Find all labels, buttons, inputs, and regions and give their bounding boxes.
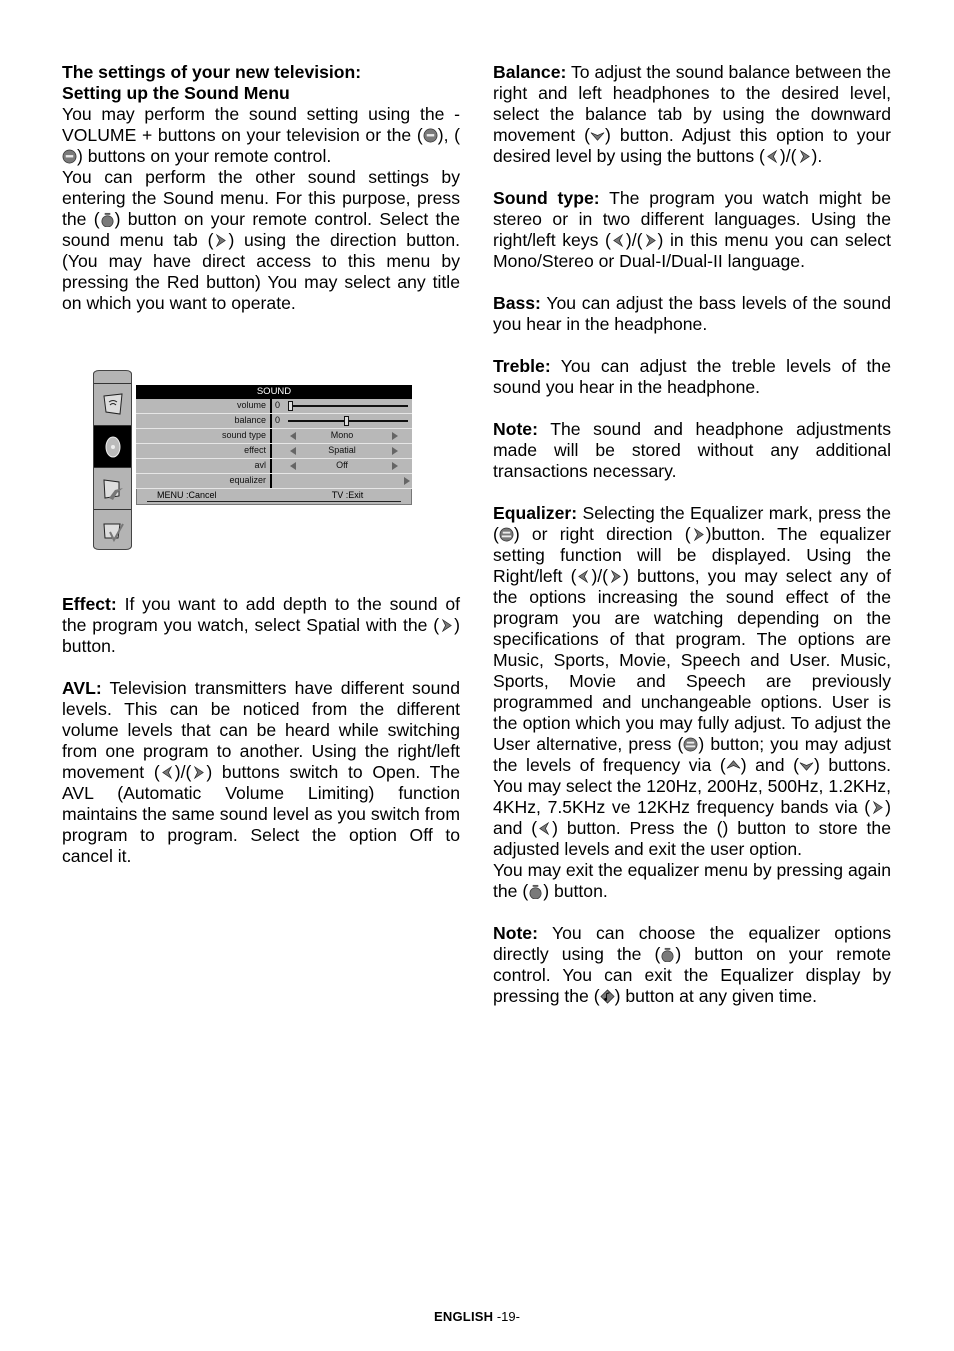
right-arrow-icon[interactable] — [392, 447, 398, 455]
bass-paragraph: Bass: You can adjust the bass levels of the sound you hear in the headphone. — [493, 293, 891, 334]
intro-paragraph-1: You may perform the sound setting using the - VOLUME + buttons on your television or the ( ), ( ) buttons on your remote control. — [62, 104, 460, 166]
up-arrow-button-icon — [726, 758, 741, 773]
left-column-lower — [62, 594, 460, 888]
menu-footer — [136, 489, 412, 505]
menu-button-icon — [660, 947, 675, 962]
left-arrow-button-icon — [765, 149, 780, 164]
right-column — [493, 62, 891, 1028]
page-footer — [0, 1309, 954, 1324]
right-arrow-icon[interactable] — [392, 432, 398, 440]
heading-settings: The settings of your new television: — [62, 62, 362, 82]
menu-row-balance[interactable]: balance 0 — [136, 414, 412, 429]
music-note-button-icon — [600, 989, 615, 1004]
features-tab-icon — [94, 509, 131, 550]
right-arrow-button-icon — [643, 233, 658, 248]
setup-tab-icon — [94, 467, 131, 510]
sound-type-paragraph: Sound type: The program you watch might be stereo or in two different languages. Using the right/left keys ( )/( ) in this menu you can select Mono/Stereo or Dual-I/Dual-II language. — [493, 188, 891, 271]
right-arrow-button-icon — [870, 800, 885, 815]
sound-menu-panel — [136, 385, 412, 505]
intro-paragraph-2: You can perform the other sound settings by entering the Sound menu. For this purpose, press the ( ) button on your remote control. Select the sound menu tab ( ) using the direction button. (You may have direct access to this menu by pressing the Red button) You may select any title on which you want to operate. — [62, 167, 461, 313]
volume-slider[interactable] — [288, 405, 408, 407]
right-arrow-button-icon — [691, 527, 706, 542]
picture-tab-icon — [94, 383, 131, 426]
vol-minus-button-icon — [62, 149, 77, 164]
language-label: ENGLISH — [434, 1309, 494, 1324]
menu-title: SOUND — [136, 385, 412, 399]
ok-button-icon — [683, 737, 698, 752]
right-arrow-button-icon — [797, 149, 812, 164]
menu-button-icon — [528, 884, 543, 899]
speaker-tab-icon — [94, 425, 131, 468]
equalizer-paragraph: Equalizer: Selecting the Equalizer mark, press the ( ) or right direction ( )button. The equalizer setting function will be displayed. Using the Right/left ( )/( ) buttons, you may select any of the options increasing the sound effect of the program you are watching depending on the specifications of that program. The options are Music, Sports, Movie, Speech and User. Music, Sports, Movie and Speech are previously programmed and unchangeable options. User is the option which you may fully adjust. To adjust the User alternative, press ( ) button; you may adjust the levels of frequency via ( ) and ( ) buttons. You may select the 120Hz, 200Hz, 500Hz, 1.2KHz, 4KHz, 7.5KHz ve 12KHz frequency bands via ( ) and ( ) button. Press the () button to store the adjusted levels and exit the user option. — [493, 503, 892, 859]
menu-row-effect[interactable]: effect Spatial — [136, 444, 412, 459]
menu-button-icon — [100, 212, 115, 227]
tv-exit-hint: TV :Exit — [331, 490, 364, 500]
ok-button-icon — [499, 527, 514, 542]
right-arrow-icon[interactable] — [392, 462, 398, 470]
menu-row-avl[interactable]: avl Off — [136, 459, 412, 474]
heading-sound-menu: Setting up the Sound Menu — [62, 83, 290, 103]
note-paragraph: Note: The sound and headphone adjustments made will be stored without any additional transactions necessary. — [493, 419, 891, 481]
right-arrow-button-icon — [608, 569, 623, 584]
balance-paragraph: Balance: To adjust the sound balance between the right and left headphones to the desired level, select the balance tab by using the downward movement ( ) button. Adjust this option to your desired level by using the buttons ( )/( ). — [493, 62, 891, 166]
right-arrow-button-icon — [191, 765, 206, 780]
menu-row-sound-type[interactable]: sound type Mono — [136, 429, 412, 444]
page-number: -19- — [493, 1309, 520, 1324]
left-arrow-button-icon — [537, 821, 552, 836]
balance-slider-knob[interactable] — [344, 416, 349, 426]
vol-plus-button-icon — [423, 128, 438, 143]
volume-slider-knob[interactable] — [288, 401, 293, 411]
down-arrow-button-icon — [590, 128, 605, 143]
menu-row-equalizer[interactable]: equalizer — [136, 474, 412, 489]
treble-paragraph: Treble: You can adjust the treble levels of the sound you hear in the headphone. — [493, 356, 891, 397]
effect-paragraph: Effect: If you want to add depth to the sound of the program you watch, select Spatial with the ( ) button. — [62, 594, 460, 656]
left-column — [62, 62, 460, 335]
right-arrow-button-icon — [439, 618, 454, 633]
menu-tab-bar — [93, 370, 132, 550]
submenu-arrow-icon[interactable] — [404, 477, 410, 485]
sound-menu-illustration — [93, 370, 413, 550]
avl-paragraph: AVL: Television transmitters have different sound levels. This can be noticed from the different volume levels that can be heard while switching from one program to another. Using the right/left movement ( )/( ) buttons switch to Open. The AVL (Automatic Volume Limiting) function maintains the same sound level as you switch from program to program. Select the option Off to cancel it. — [62, 678, 460, 866]
menu-row-volume[interactable]: volume 0 — [136, 399, 412, 414]
right-arrow-button-icon — [213, 233, 228, 248]
left-arrow-button-icon — [611, 233, 626, 248]
note-equalizer-paragraph: Note: You can choose the equalizer options directly using the ( ) button on your remote control. You can exit the Equalizer display by pressing the ( ) button at any given time. — [493, 923, 891, 1006]
left-arrow-button-icon — [160, 765, 175, 780]
left-arrow-button-icon — [576, 569, 591, 584]
down-arrow-button-icon — [799, 758, 814, 773]
equalizer-exit-paragraph: You may exit the equalizer menu by pressing again the ( ) button. — [493, 860, 891, 901]
menu-cancel-hint: MENU :Cancel — [157, 490, 217, 500]
